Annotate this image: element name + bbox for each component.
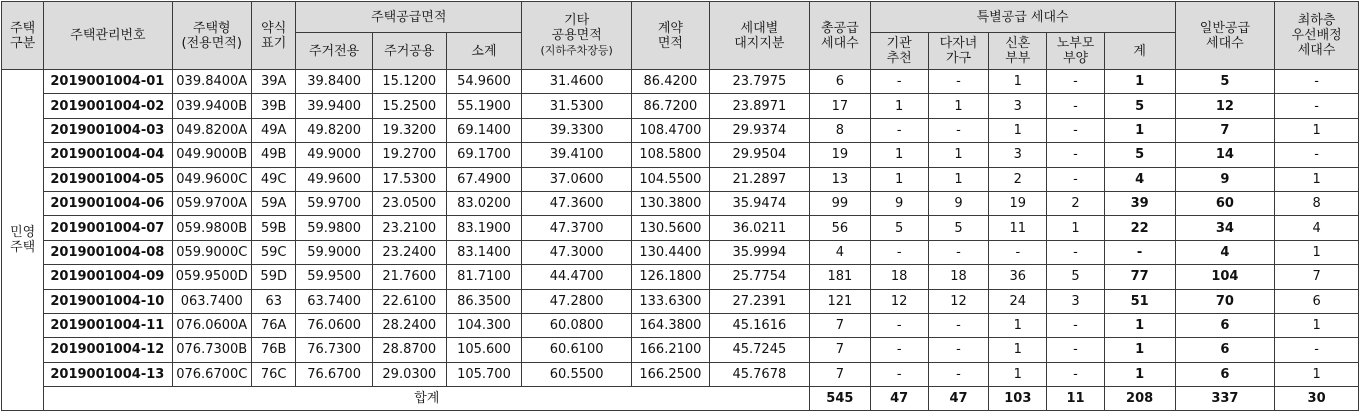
cell-special-sum: 5 [1104, 143, 1175, 167]
cell-land: 27.2391 [709, 289, 810, 313]
housing-supply-table [1, 1, 1359, 411]
cell-exclusive: 49.9000 [296, 143, 372, 167]
header-general-supply: 일반공급 세대수 [1175, 2, 1275, 70]
cell-common: 28.8700 [372, 338, 446, 362]
table-header [2, 2, 1359, 70]
cell-elder: - [1047, 94, 1104, 118]
cell-newlywed: 3 [989, 94, 1047, 118]
cell-contract: 130.4400 [632, 240, 709, 264]
cell-elder: 1 [1047, 216, 1104, 240]
cell-elder: - [1047, 70, 1104, 94]
cell-special-sum: 39 [1104, 191, 1175, 215]
cell-newlywed: 3 [989, 143, 1047, 167]
cell-lowest: 1 [1275, 118, 1359, 142]
cell-land: 23.8971 [709, 94, 810, 118]
cell-multi-child: - [928, 70, 988, 94]
cell-special-sum: - [1104, 240, 1175, 264]
cell-type: 076.6700C [172, 362, 251, 386]
cell-general: 4 [1175, 240, 1275, 264]
cell-special-sum: 1 [1104, 362, 1175, 386]
cell-abbr: 76A [251, 313, 295, 337]
cell-special-sum: 5 [1104, 94, 1175, 118]
cell-other: 47.2800 [522, 289, 632, 313]
cell-exclusive: 49.8200 [296, 118, 372, 142]
cell-total-supply: 13 [810, 167, 870, 191]
cell-land: 35.9474 [709, 191, 810, 215]
cell-lowest: - [1275, 94, 1359, 118]
cell-general: 7 [1175, 118, 1275, 142]
cell-abbr: 59D [251, 265, 295, 289]
cell-other: 44.4700 [522, 265, 632, 289]
cell-multi-child: 1 [928, 167, 988, 191]
cell-type: 076.7300B [172, 338, 251, 362]
cell-common: 29.0300 [372, 362, 446, 386]
cell-land: 36.0211 [709, 216, 810, 240]
cell-subtotal: 105.700 [446, 362, 521, 386]
cell-institution: 18 [870, 265, 928, 289]
cell-mgmt-no: 2019001004-04 [44, 143, 172, 167]
cell-total-supply: 7 [810, 362, 870, 386]
cell-mgmt-no: 2019001004-01 [44, 70, 172, 94]
cell-exclusive: 59.9800 [296, 216, 372, 240]
cell-abbr: 59B [251, 216, 295, 240]
cell-multi-child: 9 [928, 191, 988, 215]
cell-general: 60 [1175, 191, 1275, 215]
cell-lowest: 1 [1275, 240, 1359, 264]
cell-subtotal: 55.1900 [446, 94, 521, 118]
cell-general: 6 [1175, 362, 1275, 386]
cell-mgmt-no: 2019001004-09 [44, 265, 172, 289]
cell-lowest: 4 [1275, 216, 1359, 240]
cell-general: 6 [1175, 313, 1275, 337]
header-institution: 기관 추천 [870, 33, 928, 70]
cell-mgmt-no: 2019001004-10 [44, 289, 172, 313]
cell-common: 19.3200 [372, 118, 446, 142]
cell-common: 17.5300 [372, 167, 446, 191]
cell-abbr: 39A [251, 70, 295, 94]
cell-total-supply: 6 [810, 70, 870, 94]
cell-contract: 86.4200 [632, 70, 709, 94]
cell-exclusive: 39.9400 [296, 94, 372, 118]
cell-general: 104 [1175, 265, 1275, 289]
cell-elder: 3 [1047, 289, 1104, 313]
cell-mgmt-no: 2019001004-12 [44, 338, 172, 362]
total-value: 103 [989, 387, 1047, 411]
cell-institution: 1 [870, 94, 928, 118]
header-other-area: 기타 공용면적 (지하주차장등) [522, 2, 632, 70]
cell-elder: - [1047, 362, 1104, 386]
header-category: 주택 구분 [2, 2, 44, 70]
cell-newlywed: 11 [989, 216, 1047, 240]
cell-general: 70 [1175, 289, 1275, 313]
cell-elder: - [1047, 338, 1104, 362]
cell-elder: - [1047, 143, 1104, 167]
table-row [2, 143, 1359, 167]
cell-exclusive: 76.0600 [296, 313, 372, 337]
cell-multi-child: 5 [928, 216, 988, 240]
table-row [2, 94, 1359, 118]
cell-abbr: 49A [251, 118, 295, 142]
table-row [2, 216, 1359, 240]
cell-institution: - [870, 240, 928, 264]
total-value: 208 [1104, 387, 1175, 411]
cell-type: 049.9600C [172, 167, 251, 191]
cell-total-supply: 181 [810, 265, 870, 289]
cell-total-supply: 7 [810, 338, 870, 362]
cell-exclusive: 59.9500 [296, 265, 372, 289]
cell-other: 31.5300 [522, 94, 632, 118]
cell-exclusive: 39.8400 [296, 70, 372, 94]
cell-common: 28.2400 [372, 313, 446, 337]
cell-general: 9 [1175, 167, 1275, 191]
table-row [2, 70, 1359, 94]
cell-newlywed: 2 [989, 167, 1047, 191]
cell-contract: 104.5500 [632, 167, 709, 191]
cell-abbr: 59C [251, 240, 295, 264]
cell-multi-child: 12 [928, 289, 988, 313]
cell-mgmt-no: 2019001004-06 [44, 191, 172, 215]
cell-other: 31.4600 [522, 70, 632, 94]
cell-total-supply: 8 [810, 118, 870, 142]
cell-subtotal: 86.3500 [446, 289, 521, 313]
cell-common: 15.1200 [372, 70, 446, 94]
cell-abbr: 49B [251, 143, 295, 167]
cell-institution: 1 [870, 167, 928, 191]
cell-lowest: 1 [1275, 167, 1359, 191]
cell-newlywed: 24 [989, 289, 1047, 313]
cell-special-sum: 1 [1104, 118, 1175, 142]
cell-lowest: 1 [1275, 362, 1359, 386]
cell-exclusive: 76.7300 [296, 338, 372, 362]
cell-other: 37.0600 [522, 167, 632, 191]
cell-lowest: 8 [1275, 191, 1359, 215]
cell-elder: 5 [1047, 265, 1104, 289]
header-exclusive: 주거전용 [296, 33, 372, 70]
cell-land: 45.1616 [709, 313, 810, 337]
cell-mgmt-no: 2019001004-02 [44, 94, 172, 118]
cell-common: 15.2500 [372, 94, 446, 118]
cell-multi-child: 18 [928, 265, 988, 289]
cell-common: 22.6100 [372, 289, 446, 313]
cell-other: 47.3600 [522, 191, 632, 215]
cell-contract: 130.3800 [632, 191, 709, 215]
cell-land: 45.7245 [709, 338, 810, 362]
header-common: 주거공용 [372, 33, 446, 70]
cell-other: 60.5500 [522, 362, 632, 386]
table-row [2, 167, 1359, 191]
cell-type: 049.9000B [172, 143, 251, 167]
cell-lowest: - [1275, 338, 1359, 362]
table-row [2, 240, 1359, 264]
cell-institution: 9 [870, 191, 928, 215]
cell-contract: 86.7200 [632, 94, 709, 118]
cell-elder: - [1047, 167, 1104, 191]
cell-contract: 133.6300 [632, 289, 709, 313]
cell-newlywed: 1 [989, 362, 1047, 386]
cell-other: 60.0800 [522, 313, 632, 337]
header-total-supply: 총공급 세대수 [810, 2, 870, 70]
cell-exclusive: 49.9600 [296, 167, 372, 191]
cell-special-sum: 4 [1104, 167, 1175, 191]
cell-land: 29.9504 [709, 143, 810, 167]
cell-multi-child: - [928, 313, 988, 337]
cell-type: 059.9500D [172, 265, 251, 289]
cell-general: 12 [1175, 94, 1275, 118]
cell-subtotal: 69.1400 [446, 118, 521, 142]
cell-general: 5 [1175, 70, 1275, 94]
cell-land: 21.2897 [709, 167, 810, 191]
cell-contract: 164.3800 [632, 313, 709, 337]
cell-abbr: 49C [251, 167, 295, 191]
cell-elder: - [1047, 118, 1104, 142]
cell-exclusive: 59.9000 [296, 240, 372, 264]
table-row [2, 118, 1359, 142]
cell-general: 14 [1175, 143, 1275, 167]
cell-other: 60.6100 [522, 338, 632, 362]
cell-institution: - [870, 338, 928, 362]
cell-contract: 166.2500 [632, 362, 709, 386]
header-newlywed: 신혼 부부 [989, 33, 1047, 70]
cell-other: 39.4100 [522, 143, 632, 167]
cell-type: 039.9400B [172, 94, 251, 118]
category-cell: 민영 주택 [2, 70, 44, 411]
cell-type: 063.7400 [172, 289, 251, 313]
header-supply-area: 주택공급면적 [296, 2, 522, 33]
header-subtotal: 소계 [446, 33, 521, 70]
cell-total-supply: 121 [810, 289, 870, 313]
cell-subtotal: 69.1700 [446, 143, 521, 167]
cell-land: 45.7678 [709, 362, 810, 386]
cell-subtotal: 81.7100 [446, 265, 521, 289]
table-body [2, 70, 1359, 411]
cell-multi-child: 1 [928, 94, 988, 118]
cell-exclusive: 76.6700 [296, 362, 372, 386]
cell-abbr: 76B [251, 338, 295, 362]
cell-land: 23.7975 [709, 70, 810, 94]
cell-elder: - [1047, 313, 1104, 337]
cell-special-sum: 1 [1104, 70, 1175, 94]
cell-subtotal: 83.1900 [446, 216, 521, 240]
cell-institution: - [870, 313, 928, 337]
header-contract-area: 계약 면적 [632, 2, 709, 70]
cell-common: 19.2700 [372, 143, 446, 167]
cell-contract: 130.5600 [632, 216, 709, 240]
table-row [2, 313, 1359, 337]
cell-special-sum: 22 [1104, 216, 1175, 240]
header-special-sum: 계 [1104, 33, 1175, 70]
cell-subtotal: 104.300 [446, 313, 521, 337]
cell-institution: 1 [870, 143, 928, 167]
cell-total-supply: 4 [810, 240, 870, 264]
header-elder-parent: 노부모 부양 [1047, 33, 1104, 70]
cell-type: 039.8400A [172, 70, 251, 94]
cell-lowest: - [1275, 70, 1359, 94]
cell-multi-child: - [928, 362, 988, 386]
cell-special-sum: 51 [1104, 289, 1175, 313]
cell-elder: 2 [1047, 191, 1104, 215]
total-value: 545 [810, 387, 870, 411]
cell-newlywed: 36 [989, 265, 1047, 289]
cell-lowest: 7 [1275, 265, 1359, 289]
cell-newlywed: 1 [989, 313, 1047, 337]
cell-mgmt-no: 2019001004-05 [44, 167, 172, 191]
table-row [2, 362, 1359, 386]
cell-lowest: - [1275, 143, 1359, 167]
table-row [2, 289, 1359, 313]
total-label: 합계 [44, 387, 810, 411]
cell-total-supply: 19 [810, 143, 870, 167]
header-lowest-floor: 최하층 우선배정 세대수 [1275, 2, 1359, 70]
cell-newlywed: 1 [989, 118, 1047, 142]
cell-contract: 108.5800 [632, 143, 709, 167]
cell-newlywed: 1 [989, 338, 1047, 362]
cell-other: 47.3700 [522, 216, 632, 240]
total-row [2, 387, 1359, 411]
cell-newlywed: 19 [989, 191, 1047, 215]
cell-land: 29.9374 [709, 118, 810, 142]
cell-general: 34 [1175, 216, 1275, 240]
cell-special-sum: 1 [1104, 338, 1175, 362]
cell-mgmt-no: 2019001004-13 [44, 362, 172, 386]
header-land-share: 세대별 대지지분 [709, 2, 810, 70]
cell-special-sum: 1 [1104, 313, 1175, 337]
cell-type: 049.8200A [172, 118, 251, 142]
cell-institution: - [870, 362, 928, 386]
cell-multi-child: - [928, 240, 988, 264]
cell-mgmt-no: 2019001004-07 [44, 216, 172, 240]
cell-subtotal: 54.9600 [446, 70, 521, 94]
cell-total-supply: 17 [810, 94, 870, 118]
cell-total-supply: 99 [810, 191, 870, 215]
cell-subtotal: 83.1400 [446, 240, 521, 264]
total-value: 47 [928, 387, 988, 411]
cell-special-sum: 77 [1104, 265, 1175, 289]
cell-institution: - [870, 70, 928, 94]
cell-exclusive: 63.7400 [296, 289, 372, 313]
cell-abbr: 59A [251, 191, 295, 215]
cell-common: 23.2400 [372, 240, 446, 264]
total-value: 337 [1175, 387, 1275, 411]
cell-common: 23.0500 [372, 191, 446, 215]
cell-land: 35.9994 [709, 240, 810, 264]
cell-mgmt-no: 2019001004-11 [44, 313, 172, 337]
cell-multi-child: - [928, 118, 988, 142]
cell-multi-child: - [928, 338, 988, 362]
cell-contract: 108.4700 [632, 118, 709, 142]
cell-subtotal: 83.0200 [446, 191, 521, 215]
cell-abbr: 39B [251, 94, 295, 118]
table-row [2, 338, 1359, 362]
cell-contract: 126.1800 [632, 265, 709, 289]
cell-elder: - [1047, 240, 1104, 264]
cell-institution: - [870, 118, 928, 142]
cell-multi-child: 1 [928, 143, 988, 167]
table-row [2, 265, 1359, 289]
header-type: 주택형 (전용면적) [172, 2, 251, 70]
cell-total-supply: 56 [810, 216, 870, 240]
cell-lowest: 1 [1275, 313, 1359, 337]
table-row [2, 191, 1359, 215]
header-mgmt-no: 주택관리번호 [44, 2, 172, 70]
cell-subtotal: 67.4900 [446, 167, 521, 191]
cell-type: 076.0600A [172, 313, 251, 337]
cell-lowest: 6 [1275, 289, 1359, 313]
cell-land: 25.7754 [709, 265, 810, 289]
cell-newlywed: - [989, 240, 1047, 264]
cell-mgmt-no: 2019001004-08 [44, 240, 172, 264]
cell-other: 39.3300 [522, 118, 632, 142]
cell-total-supply: 7 [810, 313, 870, 337]
header-special-supply: 특별공급 세대수 [870, 2, 1175, 33]
total-value: 11 [1047, 387, 1104, 411]
cell-institution: 5 [870, 216, 928, 240]
cell-contract: 166.2100 [632, 338, 709, 362]
cell-type: 059.9700A [172, 191, 251, 215]
header-multi-child: 다자녀 가구 [928, 33, 988, 70]
cell-common: 21.7600 [372, 265, 446, 289]
total-value: 30 [1275, 387, 1359, 411]
cell-exclusive: 59.9700 [296, 191, 372, 215]
cell-subtotal: 105.600 [446, 338, 521, 362]
cell-institution: 12 [870, 289, 928, 313]
cell-mgmt-no: 2019001004-03 [44, 118, 172, 142]
cell-newlywed: 1 [989, 70, 1047, 94]
cell-other: 47.3000 [522, 240, 632, 264]
cell-abbr: 76C [251, 362, 295, 386]
cell-type: 059.9000C [172, 240, 251, 264]
cell-type: 059.9800B [172, 216, 251, 240]
total-value: 47 [870, 387, 928, 411]
header-abbr: 약식 표기 [251, 2, 295, 70]
cell-abbr: 63 [251, 289, 295, 313]
cell-common: 23.2100 [372, 216, 446, 240]
cell-general: 6 [1175, 338, 1275, 362]
